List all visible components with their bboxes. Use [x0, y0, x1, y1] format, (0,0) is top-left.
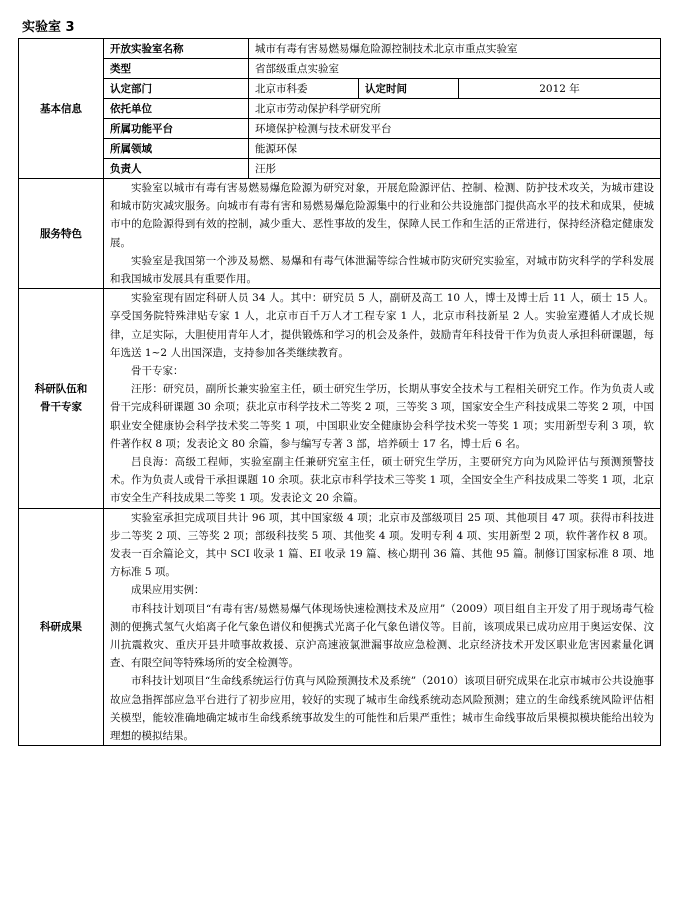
- row-field: [19, 139, 661, 159]
- service-paragraph: 实验室以城市有毒有害易燃易爆危险源为研究对象，开展危险源评估、控制、检测、防护技术攻关，为城市建设和城市防灾减灾服务。向城市有毒有害和易燃易爆危险源集中的行业和公共设施部门提供高水平的技术和成果，使城市中的危险源得到有效的控制，减少重大、恶性事故的发生，保障人民工作和生活的正常进行，保持经济稳定健康发展。: [110, 182, 655, 249]
- team-paragraph: 吕良海：高级工程师，实验室副主任兼研究室主任，硕士研究生学历，主要研究方向为风险评估与预测预警技术。作为负责人或骨干承担课题 10 余项。获北京市科学技术三等奖 1 项，全国安全生产科技成果二等奖 1 项，北京市安全生产科技成果二等奖 1 项。发表论文 20 余篇。: [110, 456, 655, 505]
- row-lab-name: [19, 39, 661, 59]
- service-paragraph: 实验室是我国第一个涉及易燃、易爆和有毒气体泄漏等综合性城市防灾研究实验室，对城市防灾科学的学科发展和我国城市发展具有重要作用。: [110, 254, 655, 286]
- row-org: [19, 99, 661, 119]
- row-results: [19, 508, 661, 746]
- label-type: 类型: [104, 59, 249, 79]
- value-type: 省部级重点实验室: [249, 59, 661, 79]
- team-paragraph: 汪彤：研究员，副所长兼实验室主任，硕士研究生学历，长期从事安全技术与工程相关研究工作。作为负责人或骨干完成科研课题 30 余项；获北京市科学技术二等奖 2 项，三等奖 3 项，国家安全生产科技成果二等奖 2 项，中国职业安全健康协会科学技术奖二等奖 1 项，中国职业安全健康协会科学技术奖一等奖 1 项；实用新型专利 3 项，软件著作权 8 项；发表论文 80 余篇，参与编写专著 3 部，培养硕士 17 名，博士后 6 名。: [110, 383, 655, 450]
- label-dept: 认定部门: [104, 79, 249, 99]
- lab-info-table: [18, 38, 661, 746]
- row-leader: [19, 159, 661, 179]
- row-service: [19, 179, 661, 289]
- team-paragraph: 实验室现有固定科研人员 34 人。其中：研究员 5 人，副研及高工 10 人，博士及博士后 11 人，硕士 15 人。享受国务院特殊津贴专家 1 人，北京市百千万人才工程专家 1 人，北京市科技新星 2 人。实验室遵循人才成长规律，立足实际，大胆使用青年人才，提供锻炼和学习的机会及条件，鼓励青年科技骨干作为负责人承担科研课题，每年选送 1~2 人出国深造，支持参加各类继续教育。: [110, 292, 655, 359]
- label-leader: 负责人: [104, 159, 249, 179]
- value-platform: 环境保护检测与技术研发平台: [249, 119, 661, 139]
- results-paragraph: 市科技计划项目“有毒有害/易燃易爆气体现场快速检测技术及应用”（2009）项目组自主开发了用于现场毒气检测的便携式氢气火焰离子化气象色谱仪和便携式光离子化气象色谱仪等。目前，该项成果已成功应用于奥运安保、汶川抗震救灾、重庆开县井喷事故救援、京沪高速液氯泄漏事故应急检测、北京经济技术开发区职业危害因素量化调查、有限空间等特殊场所的安全检测等。: [110, 602, 655, 670]
- row-team: [19, 289, 661, 508]
- label-field: 所属领域: [104, 139, 249, 159]
- team-content: [104, 289, 661, 508]
- value-org: 北京市劳动保护科学研究所: [249, 99, 661, 119]
- value-dept: 北京市科委: [249, 79, 359, 99]
- value-leader: 汪彤: [249, 159, 661, 179]
- results-content: [104, 508, 661, 746]
- value-field: 能源环保: [249, 139, 661, 159]
- section-team-line-1: 科研队伍和: [34, 383, 88, 396]
- section-team: [19, 289, 104, 508]
- section-team-line-2: 骨干专家: [40, 401, 82, 414]
- page-title: 实验室 3: [22, 20, 75, 35]
- row-dept: [19, 79, 661, 99]
- label-time: 认定时间: [359, 79, 459, 99]
- section-basic-info: 基本信息: [19, 39, 104, 179]
- label-lab-name: 开放实验室名称: [104, 39, 249, 59]
- service-content: [104, 179, 661, 289]
- value-time: 2012 年: [459, 79, 661, 99]
- row-type: [19, 59, 661, 79]
- results-paragraph: 实验室承担完成项目共计 96 项，其中国家级 4 项；北京市及部级项目 25 项、其他项目 47 项。获得市科技进步二等奖 2 项、三等奖 2 项；部级科技奖 5 项、其他奖 4 项。发明专利 4 项、实用新型 2 项，软件著作权 8 项。发表一百余篇论文，其中 SCI 收录 1 篇、EI 收录 19 篇、核心期刊 36 篇、其他 95 篇。制修订国家标准 8 项、地方标准 5 项。: [110, 511, 655, 579]
- team-paragraph: 骨干专家：: [131, 365, 184, 378]
- row-platform: [19, 119, 661, 139]
- section-service: 服务特色: [19, 179, 104, 289]
- results-paragraph: 成果应用实例：: [131, 584, 205, 597]
- label-platform: 所属功能平台: [104, 119, 249, 139]
- value-lab-name: 城市有毒有害易燃易爆危险源控制技术北京市重点实验室: [249, 39, 661, 59]
- label-org: 依托单位: [104, 99, 249, 119]
- section-results: 科研成果: [19, 508, 104, 746]
- results-paragraph: 市科技计划项目“生命线系统运行仿真与风险预测技术及系统”（2010）该项目研究成果在北京市城市公共设施事故应急指挥部应急平台进行了初步应用，较好的实现了城市生命线系统动态风险预测；建立的生命线系统风险评估相关模型，能较准确地确定城市生命线系统事故发生的可能性和后果严重性；城市生命线事故后果模拟模块能给出较为理想的模拟结果。: [110, 675, 655, 743]
